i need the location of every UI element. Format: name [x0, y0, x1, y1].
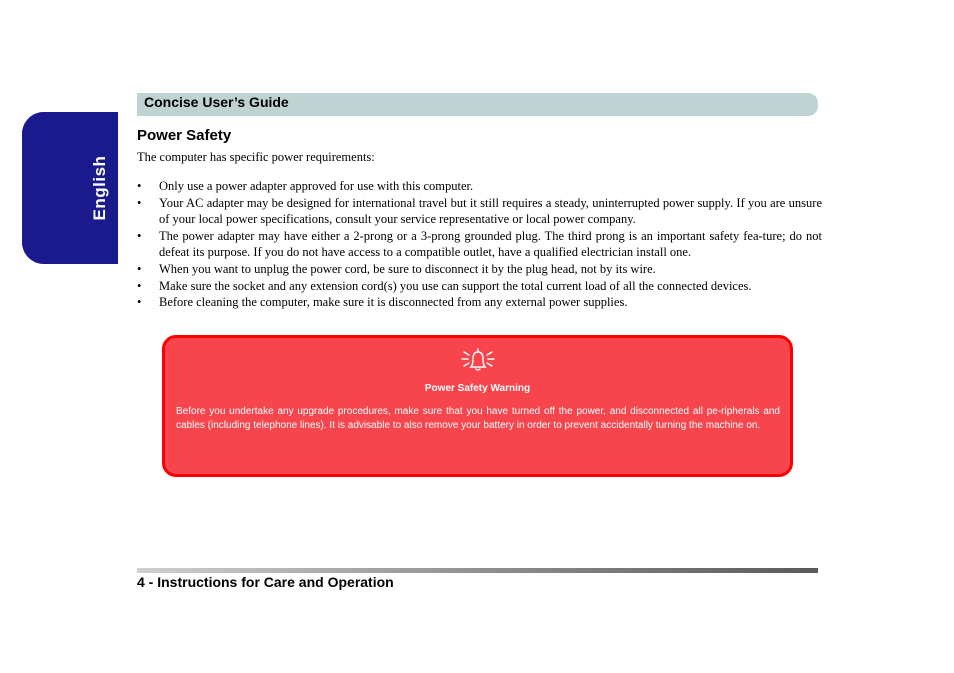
section-heading: Power Safety — [137, 127, 232, 144]
intro-text: The computer has specific power requirements: — [137, 150, 375, 164]
bullet-icon: • — [137, 261, 142, 276]
guide-title: Concise User’s Guide — [144, 94, 289, 110]
list-item: • The power adapter may have either a 2-prong or a 3-prong grounded plug. The third prong is an important safety fea-ture; do not defeat its purpose. If you do not have access to a compatible outlet, have a qualified electrician install one. — [137, 228, 822, 260]
footer-page-label: 4 - Instructions for Care and Operation — [137, 574, 394, 590]
warning-text: Before you undertake any upgrade procedures, make sure that you have turned off the power, and disconnected all pe-ripherals and cables (including telephone lines). It is advisable to also remove your battery in order to prevent accidentally turning the machine on. — [176, 406, 780, 431]
list-item: • Your AC adapter may be designed for international travel but it still requires a steady, uninterrupted power supply. If you are unsure of your local power specifications, consult your service representative or local power company. — [137, 195, 822, 227]
bullet-icon: • — [137, 228, 142, 243]
bullet-icon: • — [137, 179, 142, 193]
list-item: • Before cleaning the computer, make sure it is disconnected from any external power supplies. — [137, 295, 628, 310]
alarm-bell-icon — [460, 347, 496, 373]
list-item: • Only use a power adapter approved for use with this computer. — [137, 179, 474, 193]
bullet-icon: • — [137, 278, 142, 293]
bullet-icon: • — [137, 195, 142, 210]
bullet-icon: • — [137, 295, 142, 310]
language-label: English — [90, 155, 109, 221]
list-item: • Make sure the socket and any extension cord(s) you use can support the total current load of all the connected devices. — [137, 278, 752, 293]
warning-title: Power Safety Warning — [424, 383, 531, 394]
power-safety-list — [137, 178, 822, 311]
footer-divider — [137, 568, 818, 573]
list-item: • When you want to unplug the power cord, be sure to disconnect it by the plug head, not by its wire. — [137, 261, 656, 276]
